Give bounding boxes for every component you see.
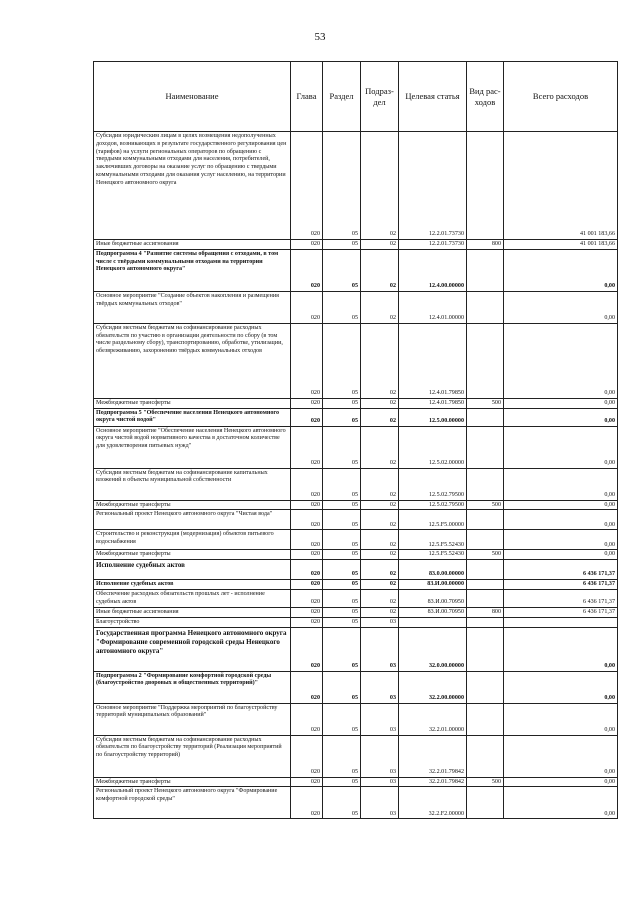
row-sum: 0,00 [504, 468, 618, 500]
table-row [94, 398, 618, 408]
table-row [94, 510, 618, 530]
row-name: Подпрограмма 5 "Обеспечение населения Ненецкого автономного округа чистой водой" [94, 408, 291, 426]
row-sum: 41 001 183,66 [504, 240, 618, 250]
row-vid [467, 249, 504, 291]
row-sum: 6 436 171,37 [504, 607, 618, 617]
row-vid [467, 323, 504, 398]
table-row [94, 240, 618, 250]
row-razdel: 05 [323, 550, 361, 560]
row-vid [467, 560, 504, 580]
row-razdel: 05 [323, 408, 361, 426]
row-vid: 500 [467, 777, 504, 787]
table-row [94, 671, 618, 703]
row-podrazdel: 02 [361, 510, 399, 530]
row-name: Основное мероприятие "Обеспечение населения Ненецкого автономного округа чистой водой нормативного качества в достаточном количестве для удовлетворения питьевых нужд" [94, 426, 291, 468]
row-podrazdel: 03 [361, 777, 399, 787]
row-glava: 020 [291, 607, 323, 617]
row-sum: 0,00 [504, 323, 618, 398]
header-stat: Целевая статья [399, 62, 467, 132]
row-sum: 0,00 [504, 291, 618, 323]
row-sum [504, 617, 618, 627]
row-name: Иные бюджетные ассигнования [94, 240, 291, 250]
row-name: Строительство и реконструкция (модернизация) объектов питьевого водоснабжения [94, 530, 291, 550]
header-name: Наименование [94, 62, 291, 132]
row-razdel: 05 [323, 500, 361, 510]
row-podrazdel: 02 [361, 589, 399, 607]
row-vid [467, 510, 504, 530]
row-glava: 020 [291, 787, 323, 819]
row-stat: 12.5.02.00000 [399, 426, 467, 468]
row-name: Основное мероприятие "Создание объектов накопления и размещения твёрдых коммунальных отходов" [94, 291, 291, 323]
row-razdel: 05 [323, 671, 361, 703]
table-row [94, 787, 618, 819]
row-podrazdel: 03 [361, 617, 399, 627]
row-glava: 020 [291, 580, 323, 590]
row-sum: 6 436 171,37 [504, 560, 618, 580]
row-name: Благоустройство [94, 617, 291, 627]
row-sum: 0,00 [504, 777, 618, 787]
row-glava: 020 [291, 249, 323, 291]
table-row [94, 426, 618, 468]
row-sum: 0,00 [504, 249, 618, 291]
row-sum: 0,00 [504, 627, 618, 671]
page-number: 53 [314, 31, 326, 43]
row-razdel: 05 [323, 323, 361, 398]
row-sum: 6 436 171,37 [504, 589, 618, 607]
row-vid [467, 703, 504, 735]
row-sum: 0,00 [504, 408, 618, 426]
row-vid [467, 627, 504, 671]
row-stat: 12.4.01.79850 [399, 323, 467, 398]
row-podrazdel: 03 [361, 671, 399, 703]
row-vid: 800 [467, 240, 504, 250]
row-vid: 500 [467, 500, 504, 510]
row-vid: 500 [467, 550, 504, 560]
row-stat: 12.5.F5.52430 [399, 550, 467, 560]
row-razdel: 05 [323, 132, 361, 240]
row-stat: 32.2.01.00000 [399, 703, 467, 735]
row-stat: 83.И.00.00000 [399, 580, 467, 590]
row-name: Межбюджетные трансферты [94, 550, 291, 560]
table-row [94, 530, 618, 550]
table-row [94, 249, 618, 291]
row-stat: 12.2.01.73730 [399, 132, 467, 240]
row-podrazdel: 03 [361, 787, 399, 819]
row-glava: 020 [291, 132, 323, 240]
row-razdel: 05 [323, 703, 361, 735]
row-razdel: 05 [323, 589, 361, 607]
row-razdel: 05 [323, 510, 361, 530]
row-vid [467, 589, 504, 607]
row-name: Субсидии местным бюджетам на софинансирование расходных обязательств по благоустройству территорий (Реализация мероприятий по благоустройству территорий) [94, 735, 291, 777]
table-row [94, 627, 618, 671]
row-sum: 0,00 [504, 510, 618, 530]
row-podrazdel: 03 [361, 627, 399, 671]
row-vid [467, 735, 504, 777]
row-razdel: 05 [323, 240, 361, 250]
row-vid: 800 [467, 607, 504, 617]
row-stat: 12.5.00.00000 [399, 408, 467, 426]
row-vid [467, 580, 504, 590]
table-row [94, 468, 618, 500]
row-razdel: 05 [323, 560, 361, 580]
row-name: Государственная программа Ненецкого автономного округа "Формирование современной городской среды Ненецкого автономного округа" [94, 627, 291, 671]
row-sum: 6 436 171,37 [504, 580, 618, 590]
table-row [94, 408, 618, 426]
row-podrazdel: 02 [361, 607, 399, 617]
row-glava: 020 [291, 426, 323, 468]
row-razdel: 05 [323, 530, 361, 550]
row-vid [467, 132, 504, 240]
row-vid [467, 468, 504, 500]
row-stat: 12.4.00.00000 [399, 249, 467, 291]
row-glava: 020 [291, 468, 323, 500]
row-podrazdel: 03 [361, 735, 399, 777]
row-sum: 41 001 183,66 [504, 132, 618, 240]
row-vid: 500 [467, 398, 504, 408]
row-vid [467, 426, 504, 468]
row-razdel: 05 [323, 468, 361, 500]
row-sum: 0,00 [504, 735, 618, 777]
header-glava: Глава [291, 62, 323, 132]
table-header-row [94, 62, 618, 132]
row-podrazdel: 02 [361, 530, 399, 550]
row-stat: 12.4.01.79850 [399, 398, 467, 408]
row-sum: 0,00 [504, 671, 618, 703]
row-podrazdel: 02 [361, 468, 399, 500]
row-vid [467, 671, 504, 703]
row-podrazdel: 02 [361, 550, 399, 560]
row-name: Основное мероприятие "Поддержка мероприятий по благоустройству территорий муниципальных образований" [94, 703, 291, 735]
table-row [94, 132, 618, 240]
table-row [94, 617, 618, 627]
row-stat [399, 617, 467, 627]
row-razdel: 05 [323, 777, 361, 787]
row-sum: 0,00 [504, 426, 618, 468]
header-sum: Всего расходов [504, 62, 618, 132]
row-name: Подпрограмма 4 "Развитие системы обращения с отходами, в том числе с твёрдыми коммунальными отходами на территории Ненецкого автономного округа" [94, 249, 291, 291]
row-razdel: 05 [323, 426, 361, 468]
row-razdel: 05 [323, 291, 361, 323]
row-sum: 0,00 [504, 500, 618, 510]
row-glava: 020 [291, 510, 323, 530]
row-glava: 020 [291, 500, 323, 510]
row-vid [467, 291, 504, 323]
row-vid [467, 530, 504, 550]
row-stat: 32.2.F2.00000 [399, 787, 467, 819]
row-name: Подпрограмма 2 "Формирование комфортной городской среды (благоустройство дворовых и общественных территорий)" [94, 671, 291, 703]
row-stat: 32.2.01.79842 [399, 777, 467, 787]
row-glava: 020 [291, 398, 323, 408]
table-row [94, 703, 618, 735]
table-row [94, 291, 618, 323]
row-name: Иные бюджетные ассигнования [94, 607, 291, 617]
row-podrazdel: 02 [361, 132, 399, 240]
row-podrazdel: 02 [361, 408, 399, 426]
row-name: Субсидии юридическим лицам в целях возмещения недополученных доходов, возникающих в результате государственного регулирования цен (тарифов) на услуги региональных операторов по обращению с твердыми коммунальными отходами для населения, потребителей, заключивших договоры на оказание услуг по обращению с твердыми коммунальными отходами для оказания услуг населению, на территории Ненецкого автономного округа [94, 132, 291, 240]
header-podrazdel: Подраз-дел [361, 62, 399, 132]
row-name: Межбюджетные трансферты [94, 777, 291, 787]
row-glava: 020 [291, 703, 323, 735]
row-glava: 020 [291, 291, 323, 323]
row-razdel: 05 [323, 607, 361, 617]
row-podrazdel: 02 [361, 500, 399, 510]
row-glava: 020 [291, 408, 323, 426]
row-podrazdel: 02 [361, 240, 399, 250]
row-glava: 020 [291, 530, 323, 550]
row-glava: 020 [291, 617, 323, 627]
row-podrazdel: 02 [361, 398, 399, 408]
row-sum: 0,00 [504, 398, 618, 408]
row-glava: 020 [291, 627, 323, 671]
row-name: Исполнение судебных актов [94, 560, 291, 580]
table-row [94, 777, 618, 787]
row-stat: 32.0.00.00000 [399, 627, 467, 671]
row-podrazdel: 02 [361, 291, 399, 323]
row-razdel: 05 [323, 735, 361, 777]
row-podrazdel: 02 [361, 249, 399, 291]
row-sum: 0,00 [504, 787, 618, 819]
row-stat: 83.И.00.70950 [399, 607, 467, 617]
row-stat: 32.2.01.79842 [399, 735, 467, 777]
row-podrazdel: 02 [361, 323, 399, 398]
row-name: Межбюджетные трансферты [94, 398, 291, 408]
row-glava: 020 [291, 323, 323, 398]
row-name: Субсидии местным бюджетам на софинансирование расходных обязательств по участию в организации деятельности по сбору (в том числе раздельному сбору), транспортированию, обработке, утилизации, обезвреживанию, захоронению твёрдых коммунальных отходов [94, 323, 291, 398]
row-name: Межбюджетные трансферты [94, 500, 291, 510]
row-glava: 020 [291, 240, 323, 250]
row-razdel: 05 [323, 617, 361, 627]
row-stat: 83.И.00.70950 [399, 589, 467, 607]
table-row [94, 589, 618, 607]
row-name: Исполнение судебных актов [94, 580, 291, 590]
row-stat: 12.5.02.79500 [399, 500, 467, 510]
row-sum: 0,00 [504, 703, 618, 735]
row-sum: 0,00 [504, 550, 618, 560]
row-vid [467, 617, 504, 627]
row-name: Обеспечение расходных обязательств прошлых лет - исполнение судебных актов [94, 589, 291, 607]
row-stat: 12.5.F5.52430 [399, 530, 467, 550]
header-razdel: Раздел [323, 62, 361, 132]
row-podrazdel: 02 [361, 560, 399, 580]
budget-table [93, 61, 618, 819]
row-vid [467, 408, 504, 426]
row-stat: 12.2.01.73730 [399, 240, 467, 250]
row-podrazdel: 03 [361, 703, 399, 735]
row-stat: 12.5.02.79500 [399, 468, 467, 500]
row-sum: 0,00 [504, 530, 618, 550]
row-podrazdel: 02 [361, 580, 399, 590]
row-name: Региональный проект Ненецкого автономного округа "Чистая вода" [94, 510, 291, 530]
row-glava: 020 [291, 560, 323, 580]
table-row [94, 735, 618, 777]
row-glava: 020 [291, 735, 323, 777]
row-glava: 020 [291, 777, 323, 787]
row-stat: 12.5.F5.00000 [399, 510, 467, 530]
row-razdel: 05 [323, 580, 361, 590]
table-row [94, 580, 618, 590]
row-name: Субсидии местным бюджетам на софинансирование капитальных вложений в объекты муниципальной собственности [94, 468, 291, 500]
table-row [94, 323, 618, 398]
row-razdel: 05 [323, 627, 361, 671]
header-vid: Вид рас-ходов [467, 62, 504, 132]
row-glava: 020 [291, 589, 323, 607]
row-razdel: 05 [323, 249, 361, 291]
row-glava: 020 [291, 671, 323, 703]
row-name: Региональный проект Ненецкого автономного округа "Формирование комфортной городской среды" [94, 787, 291, 819]
table-row [94, 607, 618, 617]
row-vid [467, 787, 504, 819]
row-glava: 020 [291, 550, 323, 560]
row-podrazdel: 02 [361, 426, 399, 468]
row-stat: 83.0.00.00000 [399, 560, 467, 580]
table-row [94, 500, 618, 510]
row-razdel: 05 [323, 787, 361, 819]
row-stat: 32.2.00.00000 [399, 671, 467, 703]
row-razdel: 05 [323, 398, 361, 408]
table-row [94, 550, 618, 560]
row-stat: 12.4.01.00000 [399, 291, 467, 323]
table-row [94, 560, 618, 580]
